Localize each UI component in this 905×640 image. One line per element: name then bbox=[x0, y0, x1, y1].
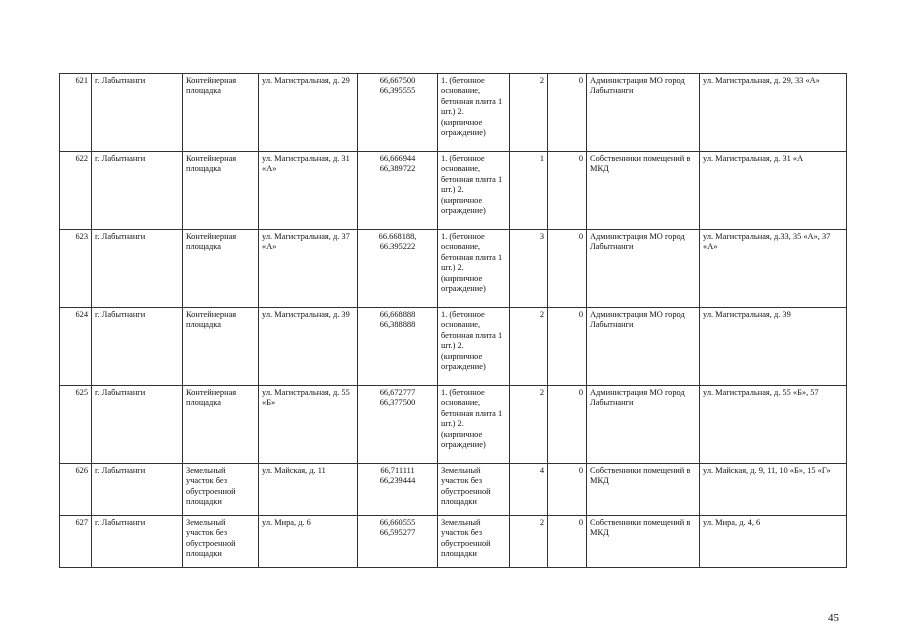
cell-volume: 0 bbox=[548, 464, 587, 516]
table-row bbox=[60, 386, 847, 464]
cell-city: г. Лабытнанги bbox=[92, 308, 183, 386]
latitude: 66,711111 bbox=[380, 466, 415, 475]
cell-number: 622 bbox=[60, 152, 92, 230]
table-row bbox=[60, 308, 847, 386]
cell-surface: Земельный участок без обустроенной площадки bbox=[438, 464, 510, 516]
cell-surface: Земельный участок без обустроенной площадки bbox=[438, 516, 510, 568]
cell-number: 623 bbox=[60, 230, 92, 308]
cell-volume: 0 bbox=[548, 516, 587, 568]
cell-volume: 0 bbox=[548, 308, 587, 386]
registry-rows bbox=[60, 74, 847, 568]
cell-surface: 1. (бетонное основание, бетонная плита 1 шт.) 2. (кирпичное ограждение) bbox=[438, 152, 510, 230]
cell-address: ул. Магистральная, д. 39 bbox=[259, 308, 358, 386]
table-row bbox=[60, 152, 847, 230]
cell-waste-sources: ул. Магистральная, д. 29, 33 «А» bbox=[700, 74, 847, 152]
cell-waste-sources: ул. Магистральная, д. 31 «А bbox=[700, 152, 847, 230]
cell-container-count: 2 bbox=[510, 386, 548, 464]
table-row bbox=[60, 464, 847, 516]
cell-address: ул. Магистральная, д. 31 «А» bbox=[259, 152, 358, 230]
cell-owner: Администрация МО город Лабытнанги bbox=[587, 230, 700, 308]
cell-volume: 0 bbox=[548, 152, 587, 230]
cell-coordinates bbox=[358, 308, 438, 386]
cell-site-type: Контейнерная площадка bbox=[183, 308, 259, 386]
registry-table bbox=[59, 73, 847, 568]
cell-site-type: Земельный участок без обустроенной площадки bbox=[183, 464, 259, 516]
table-row bbox=[60, 516, 847, 568]
cell-coordinates bbox=[358, 464, 438, 516]
cell-owner: Собственники помещений в МКД bbox=[587, 464, 700, 516]
page-number: 45 bbox=[828, 612, 839, 624]
latitude: 66,660555 bbox=[379, 518, 416, 527]
cell-address: ул. Магистральная, д. 37 «А» bbox=[259, 230, 358, 308]
cell-surface: 1. (бетонное основание, бетонная плита 1 шт.) 2. (кирпичное ограждение) bbox=[438, 386, 510, 464]
longitude: 66.395222 bbox=[379, 242, 416, 252]
cell-number: 621 bbox=[60, 74, 92, 152]
longitude: 66,377500 bbox=[379, 398, 416, 408]
cell-container-count: 3 bbox=[510, 230, 548, 308]
latitude: 66,666944 bbox=[379, 154, 416, 163]
cell-site-type: Контейнерная площадка bbox=[183, 230, 259, 308]
table-row bbox=[60, 74, 847, 152]
latitude: 66,668888 bbox=[379, 310, 416, 319]
cell-number: 626 bbox=[60, 464, 92, 516]
cell-city: г. Лабытнанги bbox=[92, 464, 183, 516]
cell-volume: 0 bbox=[548, 230, 587, 308]
cell-owner: Администрация МО город Лабытнанги bbox=[587, 386, 700, 464]
cell-volume: 0 bbox=[548, 386, 587, 464]
latitude: 66.668188, bbox=[378, 232, 417, 241]
cell-surface: 1. (бетонное основание, бетонная плита 1 шт.) 2. (кирпичное ограждение) bbox=[438, 230, 510, 308]
cell-waste-sources: ул. Магистральная, д. 39 bbox=[700, 308, 847, 386]
cell-number: 624 bbox=[60, 308, 92, 386]
cell-coordinates bbox=[358, 74, 438, 152]
longitude: 66,239444 bbox=[379, 476, 416, 486]
cell-waste-sources: ул. Магистральная, д.33, 35 «А», 37 «А» bbox=[700, 230, 847, 308]
cell-site-type: Земельный участок без обустроенной площадки bbox=[183, 516, 259, 568]
cell-volume: 0 bbox=[548, 74, 587, 152]
longitude: 66,595277 bbox=[379, 528, 416, 538]
cell-site-type: Контейнерная площадка bbox=[183, 386, 259, 464]
cell-container-count: 4 bbox=[510, 464, 548, 516]
cell-owner: Администрация МО город Лабытнанги bbox=[587, 308, 700, 386]
cell-city: г. Лабытнанги bbox=[92, 152, 183, 230]
cell-coordinates bbox=[358, 152, 438, 230]
cell-city: г. Лабытнанги bbox=[92, 74, 183, 152]
cell-owner: Собственники помещений в МКД bbox=[587, 152, 700, 230]
cell-container-count: 2 bbox=[510, 74, 548, 152]
latitude: 66,667500 bbox=[379, 76, 416, 85]
cell-address: ул. Магистральная, д. 55 «Б» bbox=[259, 386, 358, 464]
cell-site-type: Контейнерная площадка bbox=[183, 152, 259, 230]
cell-address: ул. Мира, д. 6 bbox=[259, 516, 358, 568]
cell-surface: 1. (бетонное основание, бетонная плита 1 шт.) 2. (кирпичное ограждение) bbox=[438, 308, 510, 386]
table-row bbox=[60, 230, 847, 308]
cell-owner: Администрация МО город Лабытнанги bbox=[587, 74, 700, 152]
cell-number: 625 bbox=[60, 386, 92, 464]
cell-waste-sources: ул. Майская, д. 9, 11, 10 «Б», 15 «Г» bbox=[700, 464, 847, 516]
cell-number: 627 bbox=[60, 516, 92, 568]
cell-waste-sources: ул. Мира, д. 4, 6 bbox=[700, 516, 847, 568]
cell-container-count: 2 bbox=[510, 308, 548, 386]
cell-container-count: 2 bbox=[510, 516, 548, 568]
latitude: 66,672777 bbox=[379, 388, 416, 397]
cell-city: г. Лабытнанги bbox=[92, 230, 183, 308]
cell-city: г. Лабытнанги bbox=[92, 386, 183, 464]
cell-city: г. Лабытнанги bbox=[92, 516, 183, 568]
longitude: 66,388888 bbox=[379, 320, 416, 330]
cell-address: ул. Майская, д. 11 bbox=[259, 464, 358, 516]
cell-coordinates bbox=[358, 516, 438, 568]
cell-coordinates bbox=[358, 230, 438, 308]
cell-site-type: Контейнерная площадка bbox=[183, 74, 259, 152]
cell-address: ул. Магистральная, д. 29 bbox=[259, 74, 358, 152]
cell-surface: 1. (бетонное основание, бетонная плита 1 шт.) 2. (кирпичное ограждение) bbox=[438, 74, 510, 152]
longitude: 66,389722 bbox=[379, 164, 416, 174]
cell-owner: Собственники помещений в МКД bbox=[587, 516, 700, 568]
longitude: 66,395555 bbox=[379, 86, 416, 96]
cell-container-count: 1 bbox=[510, 152, 548, 230]
cell-coordinates bbox=[358, 386, 438, 464]
cell-waste-sources: ул. Магистральная, д. 55 «Б», 57 bbox=[700, 386, 847, 464]
